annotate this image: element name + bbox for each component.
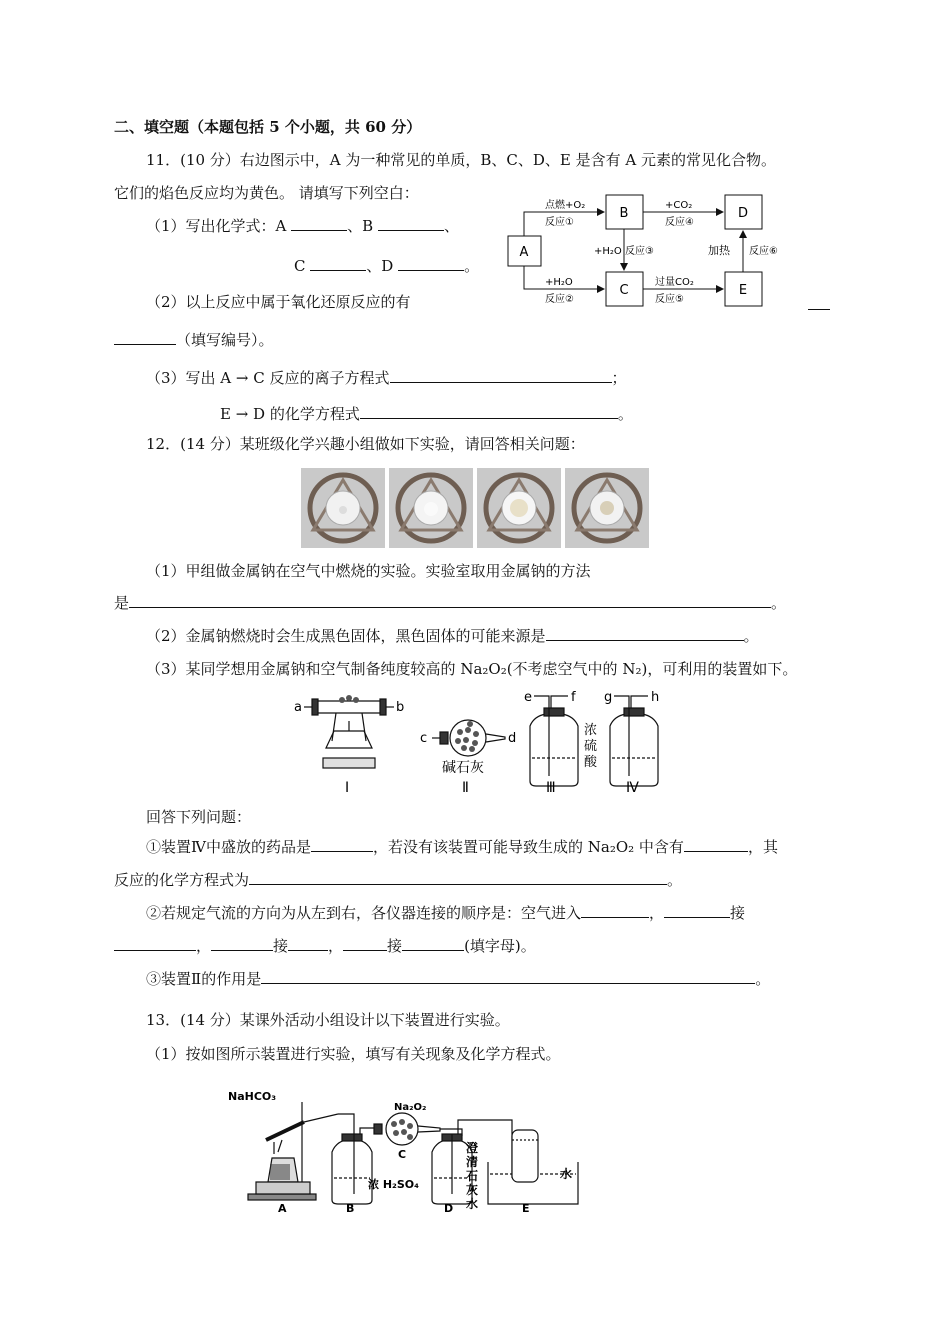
acid-label-2: 硫 xyxy=(584,739,598,754)
answer-blank-D[interactable] xyxy=(398,256,464,271)
q11-part3b-label: E → D 的化学方程式 xyxy=(220,405,360,423)
port-a: a xyxy=(294,700,302,715)
q12-sub2-line1 xyxy=(146,903,745,923)
r5-cond: 过量CO₂ xyxy=(655,277,694,288)
lamp-I xyxy=(326,731,372,748)
acid-label-3: 酸 xyxy=(584,755,598,770)
port-c: c xyxy=(420,731,428,746)
label-II: Ⅱ xyxy=(462,780,469,796)
experiment-photo-2 xyxy=(389,468,473,548)
port-g: g xyxy=(604,690,613,705)
bottle-B xyxy=(332,1140,372,1204)
q12-part1-line2 xyxy=(114,593,786,613)
q11-part3-line2 xyxy=(220,404,633,424)
q12-part2 xyxy=(146,626,759,646)
label-I: Ⅰ xyxy=(345,780,350,796)
answer-blank-device-ii[interactable] xyxy=(261,969,755,984)
q11-part2: （2）以上反应中属于氧化还原反应的有 xyxy=(146,293,411,311)
label-IV: Ⅳ xyxy=(626,780,639,796)
nahco3-label: NaHCO₃ xyxy=(228,1090,277,1103)
answer-blank-impurity[interactable] xyxy=(684,837,748,852)
sep-d: 、D xyxy=(366,257,394,275)
port-b: b xyxy=(396,700,405,715)
apparatus-figure xyxy=(290,686,670,796)
q12-sub2-line2 xyxy=(114,936,536,956)
r1-label: 反应① xyxy=(545,217,574,228)
reaction-diagram xyxy=(505,192,835,310)
collecting-tube xyxy=(512,1130,538,1182)
sub1-a: ①装置Ⅳ中盛放的药品是 xyxy=(146,838,311,856)
sep-b: 、B xyxy=(347,217,374,235)
q11-part1-label: （1）写出化学式：A xyxy=(146,217,287,235)
r4-label: 反应④ xyxy=(665,217,694,228)
node-D: D xyxy=(737,206,749,221)
period: 。 xyxy=(771,594,787,612)
answer-blank-impurity-eq[interactable] xyxy=(249,870,667,885)
sub3-label: ③装置Ⅱ的作用是 xyxy=(146,970,262,988)
experiment-photo-4 xyxy=(565,468,649,548)
q12-part3: （3）某同学想用金属钠和空气制备纯度较高的 Na₂O₂(不考虑空气中的 N₂)，可利用的装置如下。 xyxy=(146,660,798,678)
port-e: e xyxy=(524,690,532,705)
answer-blank-B[interactable] xyxy=(378,216,444,231)
r1-cond: 点燃+O₂ xyxy=(545,200,586,211)
semicolon: ； xyxy=(611,369,627,387)
label-III: Ⅲ xyxy=(546,780,556,796)
bottle-IV xyxy=(610,714,658,786)
answer-blank-ionic-eq[interactable] xyxy=(390,368,612,383)
label-D: D xyxy=(444,1202,454,1214)
sub1-b: ，若没有该装置可能导致生成的 Na₂O₂ 中含有 xyxy=(373,838,684,856)
sub1-d: 反应的化学方程式为 xyxy=(114,871,250,889)
r6-label: 反应⑥ xyxy=(749,246,778,257)
connect: 接 xyxy=(730,904,746,922)
tube-I xyxy=(314,701,384,713)
answer-blank-order-1[interactable] xyxy=(581,903,649,918)
base-I xyxy=(323,758,375,768)
stand-base xyxy=(248,1194,316,1200)
bottle-III xyxy=(530,714,578,786)
port-d: d xyxy=(508,731,517,746)
label-A: A xyxy=(278,1202,287,1214)
q11-part2-note: （填写编号）。 xyxy=(176,331,274,349)
q13-apparatus xyxy=(226,1082,596,1214)
acid-label-1: 浓 xyxy=(584,723,598,738)
q12-sub1-line1 xyxy=(146,837,778,857)
comma: ， xyxy=(328,937,344,955)
label-E: E xyxy=(522,1202,530,1214)
answer-blank-order-7[interactable] xyxy=(402,936,464,951)
answer-blank-A[interactable] xyxy=(291,216,347,231)
limewater-3: 石 xyxy=(466,1169,479,1183)
node-C: C xyxy=(619,283,629,298)
connect: 接 xyxy=(273,937,289,955)
q11-part2-line2 xyxy=(114,330,274,350)
r4-cond: +CO₂ xyxy=(665,200,693,211)
comma: ， xyxy=(649,904,665,922)
sub1-c: ，其 xyxy=(747,838,778,856)
q11-stem-line2: 它们的焰色反应均为黄色。 请填写下列空白： xyxy=(114,184,419,202)
na2o2-label: Na₂O₂ xyxy=(394,1102,427,1113)
q13-part1: （1）按如图所示装置进行实验，填写有关现象及化学方程式。 xyxy=(146,1045,561,1063)
q12-part2-label: （2）金属钠燃烧时会生成黑色固体，黑色固体的可能来源是 xyxy=(146,627,546,645)
answer-intro: 回答下列问题： xyxy=(146,808,252,826)
answer-blank-order-6[interactable] xyxy=(343,936,387,951)
section-title: 二、填空题（本题包括 5 个小题，共 60 分） xyxy=(114,118,422,136)
q12-part1b: 是 xyxy=(114,594,130,612)
q12-part1: （1）甲组做金属钠在空气中燃烧的实验。实验室取用金属钠的方法 xyxy=(146,562,591,580)
r2-label: 反应② xyxy=(545,294,574,305)
r3-label: +H₂O 反应③ xyxy=(594,246,654,257)
sub2-a: ②若规定气流的方向为从左到右，各仪器连接的顺序是：空气进入 xyxy=(146,904,582,922)
q11-part1-line1 xyxy=(146,216,459,236)
soda-lime-label: 碱石灰 xyxy=(442,760,484,776)
r6-cond: 加热 xyxy=(708,244,730,257)
period: 。 xyxy=(464,257,480,275)
sep: 、 xyxy=(443,217,459,235)
limewater-2: 清 xyxy=(466,1155,479,1169)
answer-blank-order-4[interactable] xyxy=(211,936,273,951)
limewater-4: 灰 xyxy=(466,1183,479,1197)
period: 。 xyxy=(755,970,771,988)
label-C: C xyxy=(398,1148,407,1161)
experiment-photo-1 xyxy=(301,468,385,548)
limewater-1: 澄 xyxy=(466,1141,479,1155)
q11-part3-line1 xyxy=(146,368,627,388)
port-f: f xyxy=(571,690,576,705)
comma: ， xyxy=(196,937,212,955)
node-A: A xyxy=(519,245,529,260)
conc-h2so4-label: 浓 H₂SO₄ xyxy=(368,1178,419,1191)
experiment-photo-3 xyxy=(477,468,561,548)
q11-part3-label: （3）写出 A → C 反应的离子方程式 xyxy=(146,369,390,387)
answer-blank-black-solid[interactable] xyxy=(546,626,744,641)
answer-blank-redox[interactable] xyxy=(114,330,176,345)
r2-cond: +H₂O xyxy=(545,277,573,288)
answer-blank-order-3[interactable] xyxy=(114,936,196,951)
period: 。 xyxy=(617,405,633,423)
answer-blank-device-iv[interactable] xyxy=(311,837,373,852)
answer-blank-order-2[interactable] xyxy=(664,903,730,918)
limewater-5: 水 xyxy=(466,1197,479,1211)
answer-blank-sodium-method[interactable] xyxy=(129,593,771,608)
answer-blank-order-5[interactable] xyxy=(288,936,328,951)
r5-label: 反应⑤ xyxy=(655,294,684,305)
node-B: B xyxy=(619,206,629,221)
q12-sub3 xyxy=(146,969,770,989)
label-B: B xyxy=(346,1202,355,1214)
q11-stem-line1: 11．(10 分）右边图示中，A 为一种常见的单质，B、C、D、E 是含有 A 元素的常见化合物。 xyxy=(146,151,777,169)
q13-stem: 13．(14 分）某课外活动小组设计以下装置进行实验。 xyxy=(146,1011,510,1029)
answer-blank-chem-eq[interactable] xyxy=(360,404,618,419)
q12-stem: 12．(14 分）某班级化学兴趣小组做如下实验，请回答相关问题： xyxy=(146,435,585,453)
fill-letter-note: (填字母)。 xyxy=(464,937,536,955)
q11-part1-line2 xyxy=(294,256,479,276)
period: 。 xyxy=(743,627,759,645)
period: 。 xyxy=(667,871,683,889)
answer-blank-C[interactable] xyxy=(310,256,366,271)
port-h: h xyxy=(651,690,660,705)
water-label: 水 xyxy=(560,1167,573,1181)
q12-sub1-line2 xyxy=(114,870,682,890)
node-E: E xyxy=(738,283,748,298)
connect: 接 xyxy=(387,937,403,955)
label-c: C xyxy=(294,257,306,275)
